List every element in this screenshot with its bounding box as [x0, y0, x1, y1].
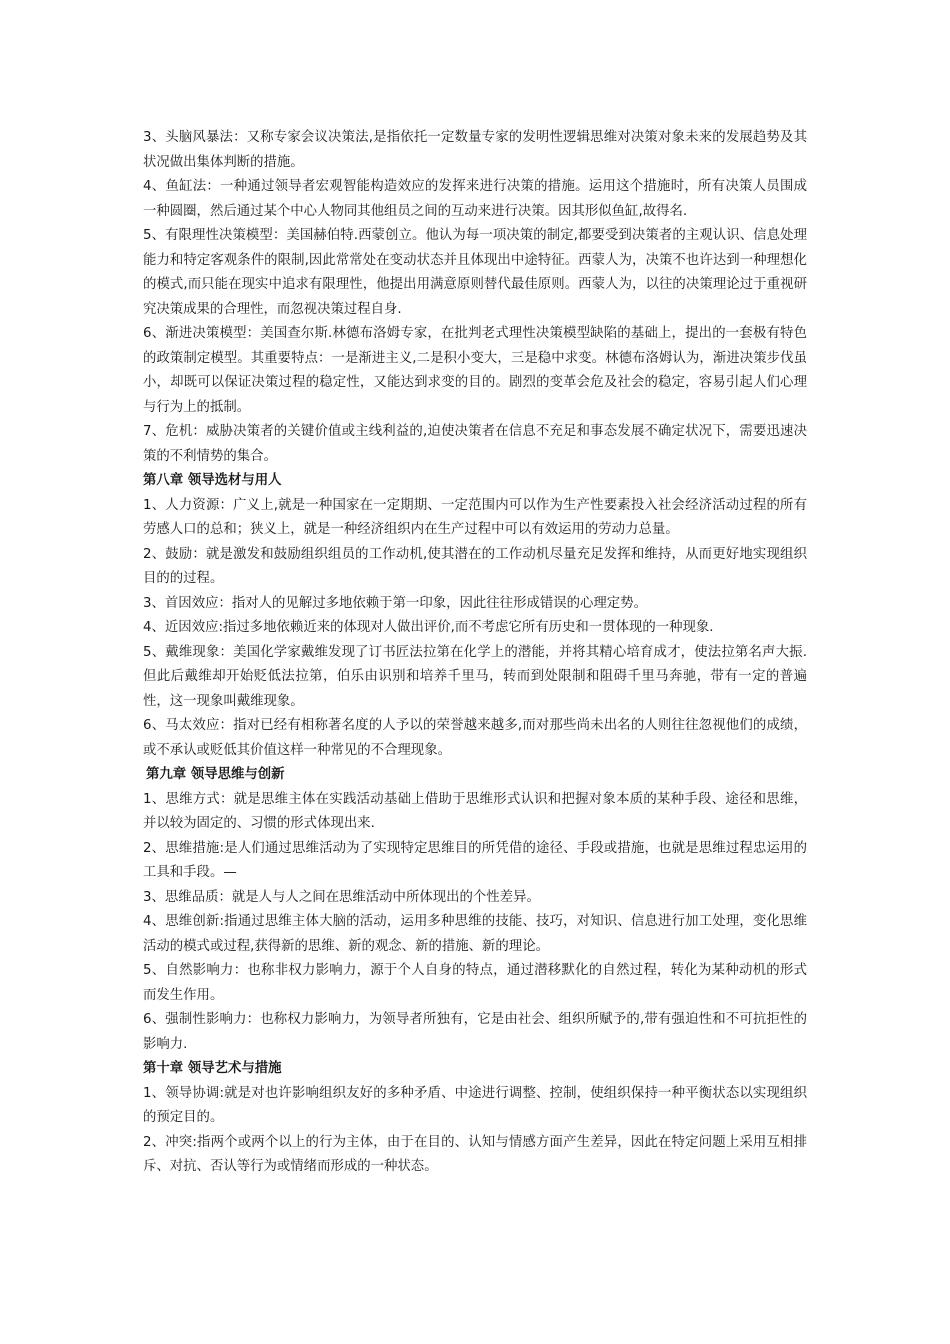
term-definition: 1、思维方式：就是思维主体在实践活动基础上借助于思维形式认识和把握对象本质的某种手段、途径和思维，并以较为固定的、习惯的形式体现出来. [143, 791, 807, 831]
term-definition: 2、冲突:指两个或两个以上的行为主体，由于在目的、认知与情感方面产生差异，因此在特定问题上采用互相排斥、对抗、否认等行为或情绪而形成的一种状态。 [143, 1134, 807, 1174]
term-definition: 6、马太效应：指对已经有相称著名度的人予以的荣誉越来越多,而对那些尚未出名的人则往往忽视他们的成绩，或不承认或贬低其价值这样一种常见的不合理现象。 [143, 718, 807, 758]
term-definition: 4、思维创新:指通过思维主体大脑的活动，运用多种思维的技能、技巧，对知识、信息进行加工处理，变化思维活动的模式或过程,获得新的思维、新的观念、新的措施、新的理论。 [143, 914, 807, 954]
term-definition: 3、思维品质：就是人与人之间在思维活动中所体现出的个性差异。 [143, 889, 540, 905]
term-definition: 5、自然影响力：也称非权力影响力，源于个人自身的特点，通过潜移默化的自然过程，转化为某种动机的形式而发生作用。 [143, 963, 807, 1003]
term-definition: 2、思维措施:是人们通过思维活动为了实现特定思维目的所凭借的途径、手段或措施，也就是思维过程忠运用的工具和手段。— [143, 840, 807, 880]
term-definition: 1、领导协调:就是对也许影响组织友好的多种矛盾、中途进行调整、控制，使组织保持一种平衡状态以实现组织的预定目的。 [143, 1085, 807, 1125]
chapter-heading: 第九章 领导思维与创新 [146, 767, 285, 782]
term-definition: 5、有限理性决策模型：美国赫伯特.西蒙创立。他认为每一项决策的制定,都要受到决策者的主观认识、信息处理能力和特定客观条件的限制,因此常常处在变动状态并且体现出中途特征。西蒙人为，决策不也许达到一种理想化的模式,而只能在现实中追求有限理性，他提出用满意原则替代最佳原则。西蒙人为，以往的决策理论过于重视研究决策成果的合理性，而忽视决策过程自身. [143, 228, 807, 317]
chapter-heading: 第十章 领导艺术与措施 [143, 1061, 282, 1076]
term-definition: 6、强制性影响力：也称权力影响力，为领导者所独有，它是由社会、组织所赋予的,带有强迫性和不可抗拒性的影响力. [143, 1012, 807, 1052]
term-definition: 2、鼓励：就是激发和鼓励组织组员的工作动机,使其潜在的工作动机尽量充足发挥和维持，从而更好地实现组织目的的过程。 [143, 546, 807, 586]
term-definition: 4、鱼缸法：一种通过领导者宏观智能构造效应的发挥来进行决策的措施。运用这个措施时，所有决策人员围成一种圆圈，然后通过某个中心人物同其他组员之间的互动来进行决策。因其形似鱼缸,故得名. [143, 179, 807, 219]
term-definition: 4、近因效应:指过多地依赖近来的体现对人做出评价,而不考虑它所有历史和一贯体现的一种现象. [143, 620, 714, 635]
term-definition: 3、首因效应：指对人的见解过多地依赖于第一印象，因此往往形成错误的心理定势。 [143, 595, 647, 611]
term-definition: 7、危机：威胁决策者的关键价值或主线利益的,迫使决策者在信息不充足和事态发展不确定状况下，需要迅速决策的不利情势的集合。 [143, 424, 807, 464]
document-body [143, 126, 807, 1180]
term-definition: 6、渐进决策模型：美国查尔斯.林德布洛姆专家，在批判老式理性决策模型缺陷的基础上，提出的一套极有特色的政策制定模型。其重要特点：一是渐进主义,二是积小变大，三是稳中求变。林德布洛姆认为，渐进决策步伐虽小，却既可以保证决策过程的稳定性，又能达到求变的目的。剧烈的变革会危及社会的稳定，容易引起人们心理与行为上的抵制。 [143, 326, 807, 415]
term-definition: 3、头脑风暴法：又称专家会议决策法,是指依托一定数量专家的发明性逻辑思维对决策对象未来的发展趋势及其状况做出集体判断的措施。 [143, 130, 807, 170]
term-definition: 5、戴维现象：美国化学家戴维发现了订书匠法拉第在化学上的潜能，并将其精心培育成才，使法拉第名声大振.但此后戴维却开始贬低法拉第，伯乐由识别和培养千里马，转而到处限制和阻碍千里马奔驰，带有一定的普遍性，这一现象叫戴维现象。 [143, 644, 807, 709]
chapter-heading: 第八章 领导选材与用人 [143, 473, 282, 488]
term-definition: 1、人力资源：广义上,就是一种国家在一定期期、一定范围内可以作为生产性要素投入社会经济活动过程的所有劳感人口的总和；狭义上，就是一种经济组织内在生产过程中可以有效运用的劳动力总量。 [143, 497, 807, 537]
